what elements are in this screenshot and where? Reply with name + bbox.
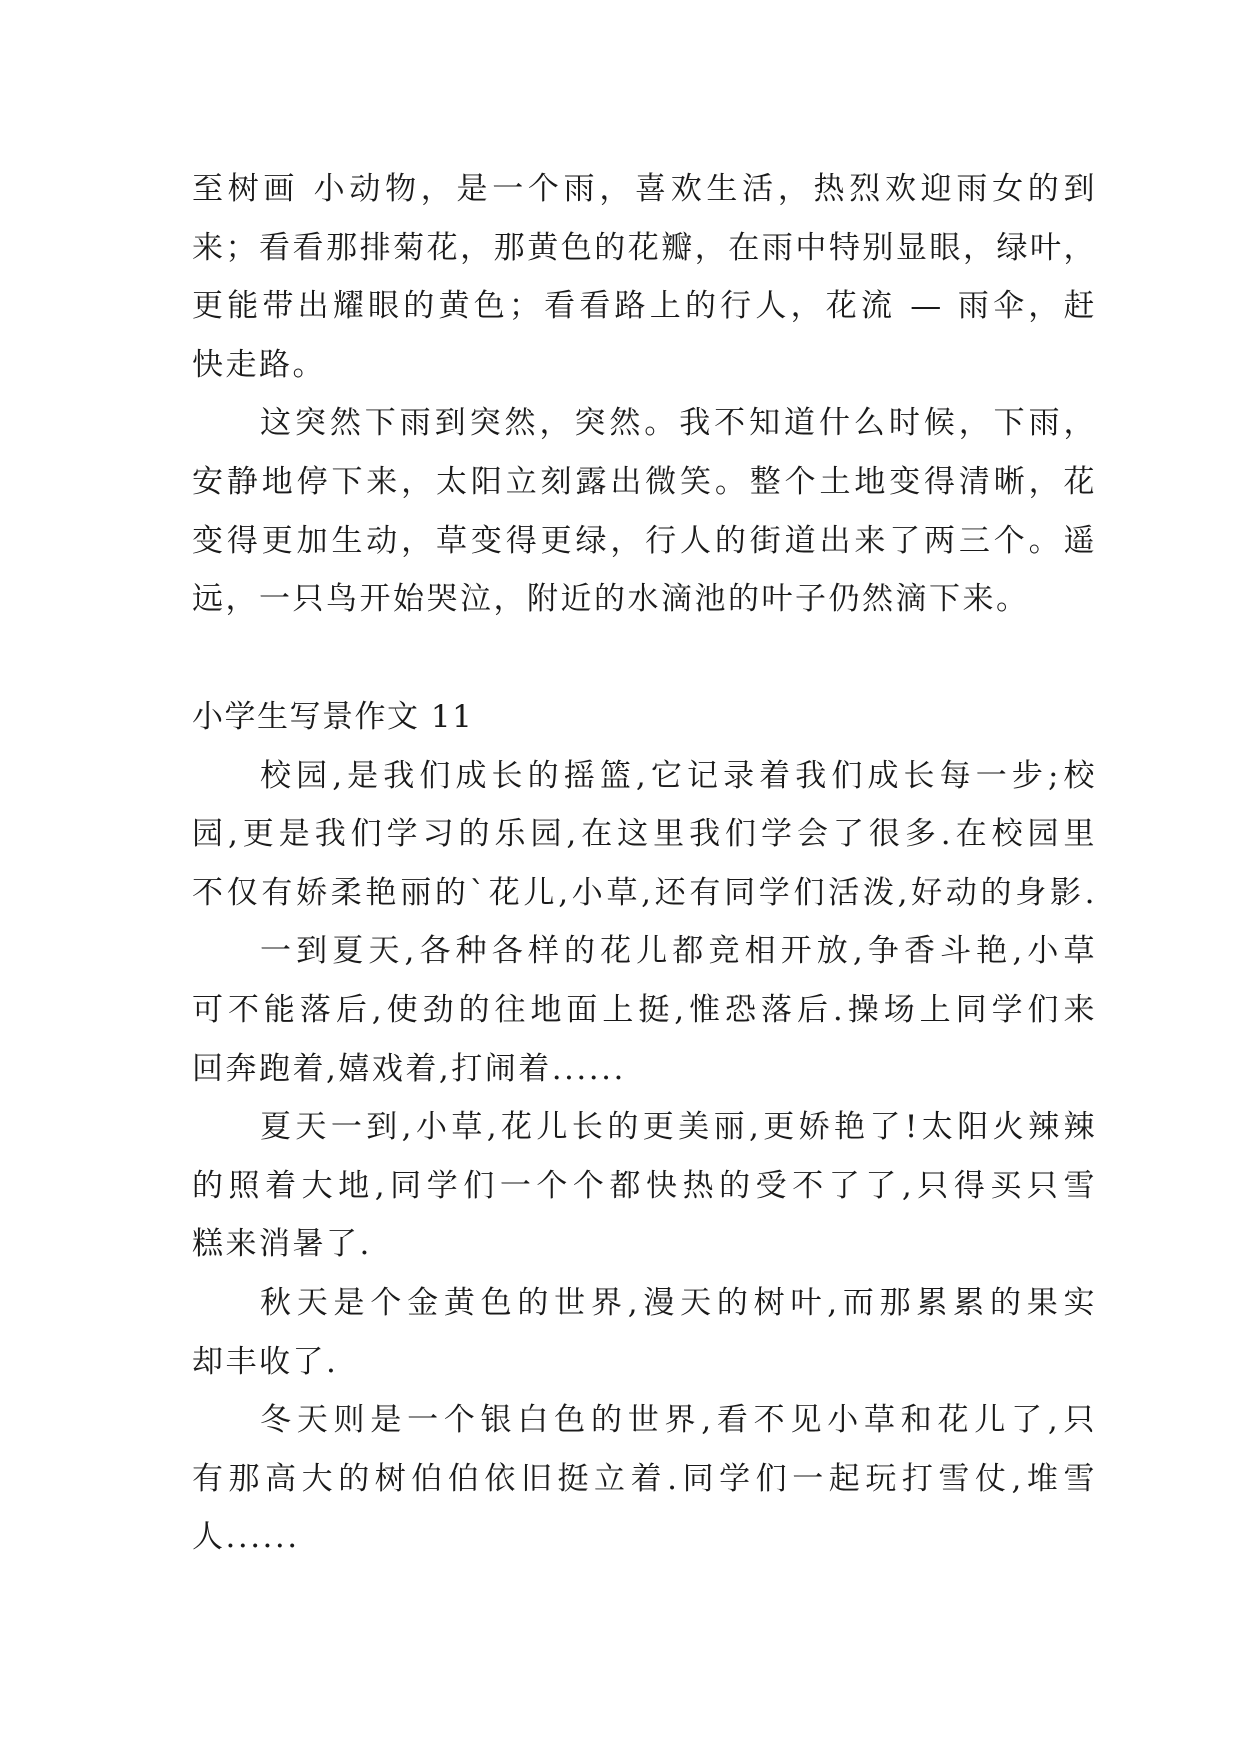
text-line: 可不能落后,使劲的往地面上挺,惟恐落后.操场上同学们来 [192, 991, 1097, 1028]
text-line: 快走路。 [192, 346, 326, 383]
text-line: 校园,是我们成长的摇篮,它记录着我们成长每一步;校 [260, 757, 1097, 794]
text-line: 园,更是我们学习的乐园,在这里我们学会了很多.在校园里 [192, 816, 1097, 853]
text-line: 冬天则是一个银白色的世界,看不见小草和花儿了,只 [260, 1402, 1097, 1439]
essay-heading: 小学生写景作文 11 [192, 699, 474, 735]
text-line: 糕来消暑了. [192, 1226, 372, 1263]
text-line: 远，一只鸟开始哭泣，附近的水滴池的叶子仍然滴下来。 [192, 581, 1030, 618]
text-line: 来；看看那排菊花，那黄色的花瓣，在雨中特别显眼，绿叶， [192, 229, 1097, 266]
text-line: 变得更加生动，草变得更绿，行人的街道出来了两三个。遥 [192, 522, 1097, 559]
text-line: 有那高大的树伯伯依旧挺立着.同学们一起玩打雪仗,堆雪 [192, 1460, 1097, 1497]
text-line: 回奔跑着,嬉戏着,打闹着...... [192, 1050, 626, 1087]
text-line: 更能带出耀眼的黄色；看看路上的行人，花流 — 雨伞，赶 [192, 288, 1097, 325]
text-line: 秋天是个金黄色的世界,漫天的树叶,而那累累的果实 [260, 1284, 1097, 1321]
text-line: 安静地停下来，太阳立刻露出微笑。整个土地变得清晰，花 [192, 463, 1097, 500]
essay-continuation [192, 160, 1097, 629]
text-line: 至树画 小动物，是一个雨，喜欢生活，热烈欢迎雨女的到 [192, 171, 1097, 207]
text-line: 却丰收了. [192, 1343, 339, 1380]
text-line: 不仅有娇柔艳丽的`花儿,小草,还有同学们活泼,好动的身影. [192, 874, 1097, 911]
text-line: 的照着大地,同学们一个个都快热的受不了了,只得买只雪 [192, 1167, 1097, 1204]
text-line: 一到夏天,各种各样的花儿都竞相开放,争香斗艳,小草 [260, 933, 1097, 970]
text-line: 人...... [192, 1519, 300, 1556]
text-line: 这突然下雨到突然，突然。我不知道什么时候，下雨， [260, 405, 1097, 442]
essay-11 [192, 688, 1097, 1567]
text-line: 夏天一到,小草,花儿长的更美丽,更娇艳了!太阳火辣辣 [260, 1109, 1097, 1146]
